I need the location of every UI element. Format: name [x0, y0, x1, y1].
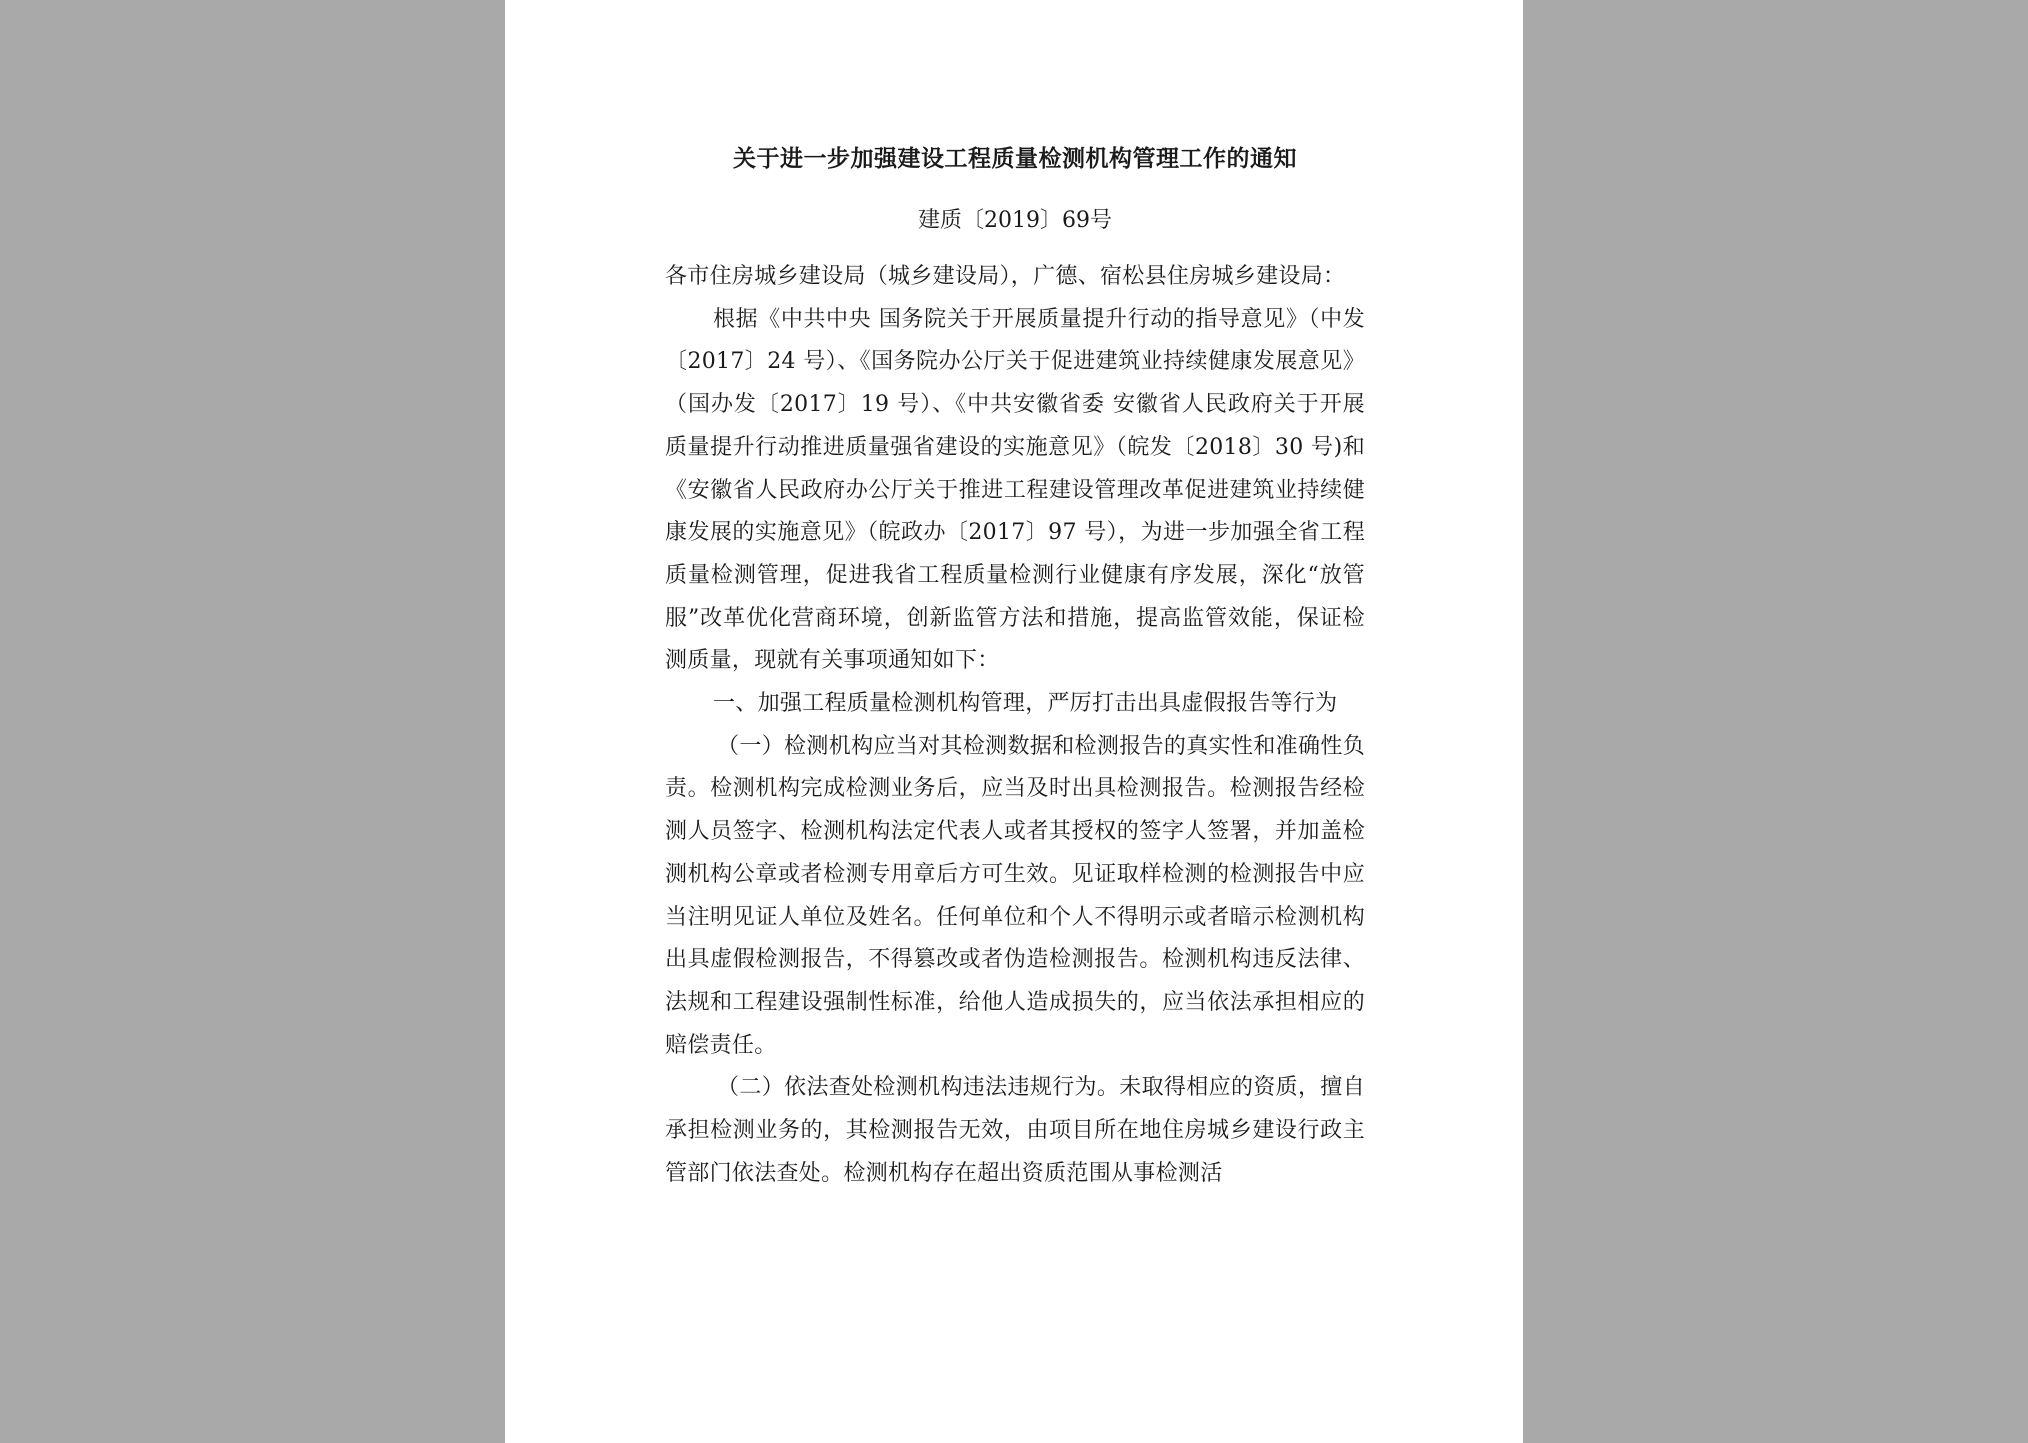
document-body [665, 256, 1365, 1195]
section-heading-1: 一、加强工程质量检测机构管理，严厉打击出具虚假报告等行为 [713, 691, 1338, 717]
document-number: 建质〔2019〕69号 [918, 208, 1112, 233]
document-page [505, 0, 1523, 1443]
paragraph-item-2: （二）依法查处检测机构违法违规行为。未取得相应的资质，擅自承担检测业务的，其检测报告无效，由项目所在地住房城乡建设行政主管部门依法查处。检测机构存在超出资质范围从事检测活 [665, 1075, 1365, 1186]
document-title: 关于进一步加强建设工程质量检测机构管理工作的通知 [733, 145, 1297, 172]
paragraph-item-1: （一）检测机构应当对其检测数据和检测报告的真实性和准确性负责。检测机构完成检测业务后，应当及时出具检测报告。检测报告经检测人员签字、检测机构法定代表人或者其授权的签字人签署，并加盖检测机构公章或者检测专用章后方可生效。见证取样检测的检测报告中应当注明见证人单位及姓名。任何单位和个人不得明示或者暗示检测机构出具虚假检测报告，不得篡改或者伪造检测报告。检测机构违反法律、法规和工程建设强制性标准，给他人造成损失的，应当依法承担相应的赔偿责任。 [665, 733, 1365, 1058]
paragraph-preamble: 根据《中共中央 国务院关于开展质量提升行动的指导意见》（中发〔2017〕24 号）、《国务院办公厅关于促进建筑业持续健康发展意见》（国办发〔2017〕19 号）、《中共安徽省委 安徽省人民政府关于开展质量提升行动推进质量强省建设的实施意见》（皖发〔2018〕30 号)和《安徽省人民政府办公厅关于推进工程建设管理改革促进建筑业持续健康发展的实施意见》（皖政办〔2017〕97 号），为进一步加强全省工程质量检测管理，促进我省工程质量检测行业健康有序发展，深化“放管服”改革优化营商环境，创新监管方法和措施，提高监管效能，保证检测质量，现就有关事项通知如下： [665, 306, 1365, 674]
addressee: 各市住房城乡建设局（城乡建设局），广德、宿松县住房城乡建设局： [665, 264, 1346, 289]
